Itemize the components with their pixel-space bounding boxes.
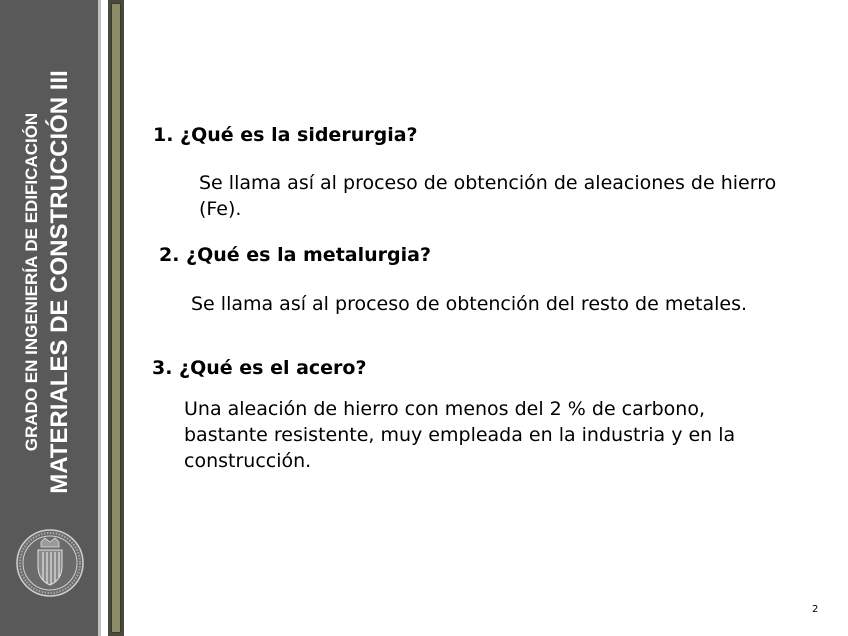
answer-3: Una aleación de hierro con menos del 2 % de carbono, bastante resistente, muy empleada en la industria y en la construcción. [184,398,736,472]
sidebar [0,0,98,636]
decorative-stripe-inner [111,3,121,633]
sidebar-edge [98,0,101,636]
course-title: MATERIALES DE CONSTRUCCIÓN III [46,70,73,494]
question-2: 2. ¿Qué es la metalurgia? [159,244,431,266]
university-seal-icon [15,528,85,598]
question-3: 3. ¿Qué es el acero? [152,357,367,379]
answer-1: Se llama así al proceso de obtención de aleaciones de hierro (Fe). [199,172,777,220]
answer-2: Se llama así al proceso de obtención del resto de metales. [191,293,748,315]
degree-title: GRADO EN INGENIERÍA DE EDIFICACIÓN [22,112,41,452]
vertical-title [21,70,77,494]
question-1: 1. ¿Qué es la siderurgia? [153,124,418,146]
page-number: 2 [812,604,819,615]
